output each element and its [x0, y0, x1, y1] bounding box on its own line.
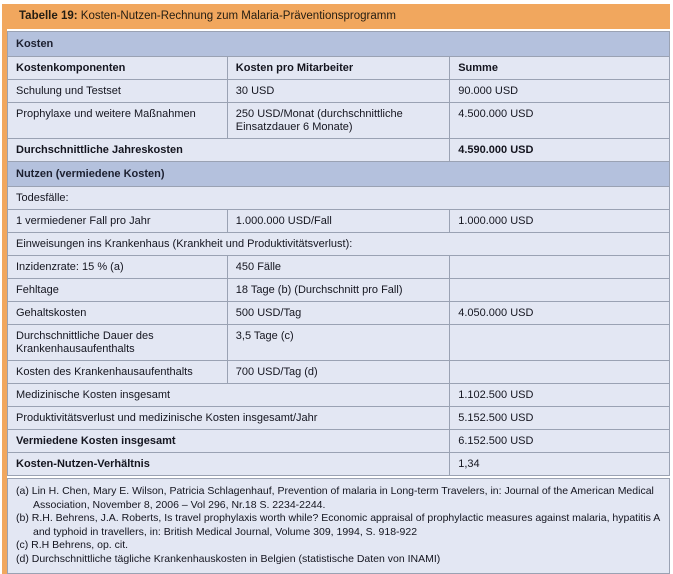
- table-row-kosten-krankenhaus: [8, 361, 670, 384]
- cell-sum: 5.152.500 USD: [450, 407, 670, 430]
- cell-unit-cost: 18 Tage (b) (Durchschnitt pro Fall): [227, 279, 449, 302]
- table-row-jahreskosten-total: [8, 139, 670, 162]
- table-title: [7, 4, 670, 29]
- cell-unit-cost: 30 USD: [227, 80, 449, 103]
- table-row-produktivitaetsverlust: [8, 407, 670, 430]
- cell-sum: [450, 279, 670, 302]
- cell-sum: 1.000.000 USD: [450, 210, 670, 233]
- cell-unit-cost: 450 Fälle: [227, 256, 449, 279]
- cell-label: Durchschnittliche Dauer des Krankenhausaufenthalts: [8, 325, 228, 361]
- cell-sum: [450, 256, 670, 279]
- cell-unit-cost: 700 USD/Tag (d): [227, 361, 449, 384]
- cell-label: 1 vermiedener Fall pro Jahr: [8, 210, 228, 233]
- cell-sum: 90.000 USD: [450, 80, 670, 103]
- cell-sum: 4.500.000 USD: [450, 103, 670, 139]
- table-19-frame: [2, 4, 670, 574]
- cell-label: Prophylaxe und weitere Maßnahmen: [8, 103, 228, 139]
- table-row-inzidenzrate: [8, 256, 670, 279]
- table-row-vermiedener-fall: [8, 210, 670, 233]
- cell-label: Todesfälle:: [8, 187, 670, 210]
- table-row-medizinische-kosten: [8, 384, 670, 407]
- col-header-pro-mitarbeiter: Kosten pro Mitarbeiter: [227, 57, 449, 80]
- cell-sum: [450, 325, 670, 361]
- footnotes-block: [7, 478, 670, 574]
- footnote-a: (a) Lin H. Chen, Mary E. Wilson, Patricia Schlagenhauf, Prevention of malaria in Long-term Travelers, in: Journal of the American Medical Association, November 8, 2006 – Vol 296, Nr.18 S. 2234-2244.: [16, 485, 654, 511]
- section-row-kosten: [8, 32, 670, 57]
- table-row-einweisungen: [8, 233, 670, 256]
- cell-label: Kosten-Nutzen-Verhältnis: [8, 453, 450, 476]
- table-number: Tabelle 19:: [19, 10, 78, 22]
- table-row-prophylaxe: [8, 103, 670, 139]
- cell-label: Einweisungen ins Krankenhaus (Krankheit und Produktivitätsverlust):: [8, 233, 670, 256]
- col-header-summe: Summe: [450, 57, 670, 80]
- section-label: Nutzen (vermiedene Kosten): [8, 162, 670, 187]
- footnote-c: (c) R.H Behrens, op. cit.: [16, 539, 129, 551]
- table-title-text: Kosten-Nutzen-Rechnung zum Malaria-Präventionsprogramm: [77, 10, 396, 22]
- cell-label: Medizinische Kosten insgesamt: [8, 384, 450, 407]
- cell-unit-cost: 250 USD/Monat (durchschnittliche Einsatzdauer 6 Monate): [227, 103, 449, 139]
- table-row-schulung: [8, 80, 670, 103]
- cell-sum: 4.590.000 USD: [450, 139, 670, 162]
- cell-label: Fehltage: [8, 279, 228, 302]
- cell-label: Inzidenzrate: 15 % (a): [8, 256, 228, 279]
- col-header-komponenten: Kostenkomponenten: [8, 57, 228, 80]
- cell-sum: 1.102.500 USD: [450, 384, 670, 407]
- footnote-b: (b) R.H. Behrens, J.A. Roberts, Is travel prophylaxis worth while? Economic appraisal of prophylactic measures against malaria, hypatitis A and typhoid in travellers, in: British Medical Journal, Volume 309, 1994, S. 918-922: [16, 512, 660, 538]
- cell-unit-cost: 500 USD/Tag: [227, 302, 449, 325]
- cell-label: Schulung und Testset: [8, 80, 228, 103]
- table-row-todesfaelle: [8, 187, 670, 210]
- table-row-fehltage: [8, 279, 670, 302]
- table-row-dauer-krankenhaus: [8, 325, 670, 361]
- cell-label: Gehaltskosten: [8, 302, 228, 325]
- section-row-nutzen: [8, 162, 670, 187]
- section-label: Kosten: [8, 32, 670, 57]
- column-header-row: [8, 57, 670, 80]
- cell-unit-cost: 3,5 Tage (c): [227, 325, 449, 361]
- table-row-gehaltskosten: [8, 302, 670, 325]
- cell-label: Durchschnittliche Jahreskosten: [8, 139, 450, 162]
- cell-unit-cost: 1.000.000 USD/Fall: [227, 210, 449, 233]
- footnote-d: (d) Durchschnittliche tägliche Krankenhauskosten in Belgien (statistische Daten von INAMI): [16, 552, 441, 565]
- cell-label: Produktivitätsverlust und medizinische Kosten insgesamt/Jahr: [8, 407, 450, 430]
- cell-sum: 4.050.000 USD: [450, 302, 670, 325]
- table-row-kosten-nutzen-verhaeltnis: [8, 453, 670, 476]
- cell-label: Kosten des Krankenhausaufenthalts: [8, 361, 228, 384]
- table-row-vermiedene-kosten-total: [8, 430, 670, 453]
- cell-sum: [450, 361, 670, 384]
- cell-sum: 1,34: [450, 453, 670, 476]
- cost-benefit-table: [7, 31, 670, 476]
- cell-label: Vermiedene Kosten insgesamt: [8, 430, 450, 453]
- cell-sum: 6.152.500 USD: [450, 430, 670, 453]
